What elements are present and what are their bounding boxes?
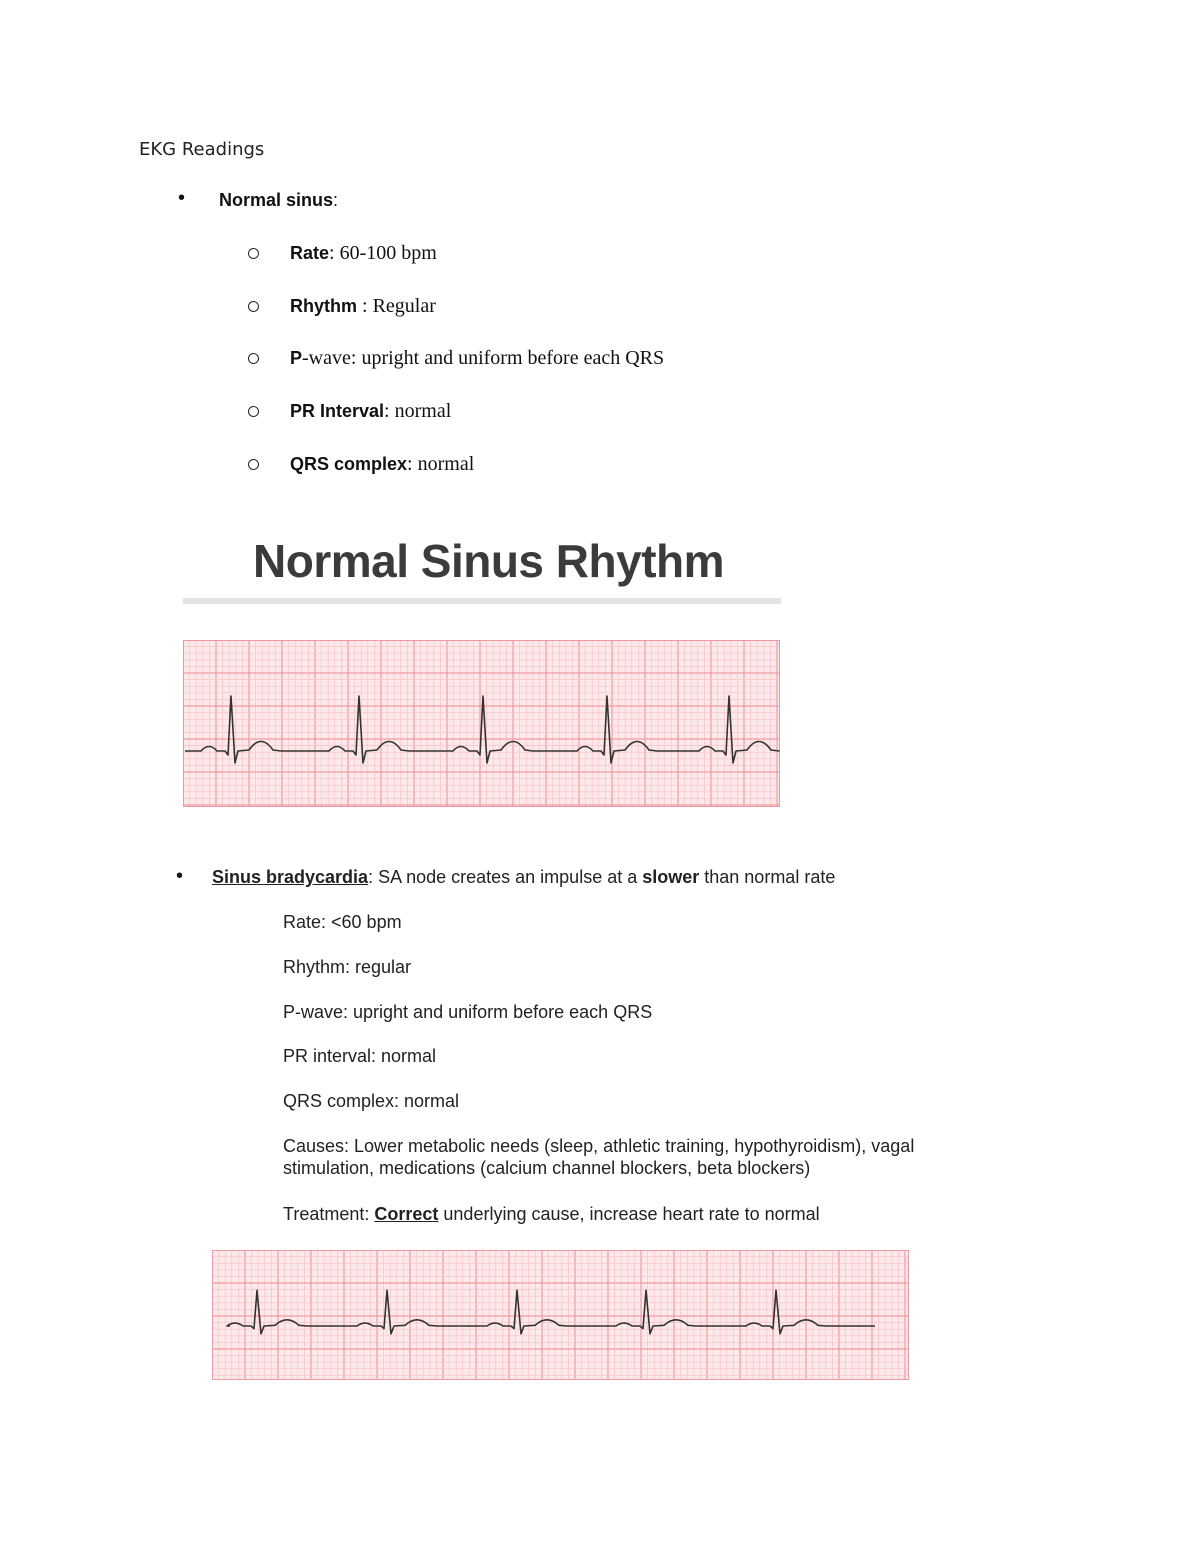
brady-ekg-strip [212, 1250, 909, 1380]
brady-treatment [283, 1204, 820, 1225]
circle-bullet-icon [248, 301, 259, 312]
item-value: 60-100 bpm [339, 242, 437, 264]
sinus-brady-heading-tail: than normal rate [699, 867, 836, 887]
item-sep: : [384, 400, 395, 422]
circle-bullet-icon [248, 459, 259, 470]
normal-sinus-heading [219, 190, 338, 211]
brady-pwave: P-wave: upright and uniform before each QRS [283, 1002, 653, 1022]
brady-rhythm: Rhythm: regular [283, 957, 412, 977]
brady-rate: Rate: <60 bpm [283, 912, 402, 932]
brady-treatment-prefix: Treatment: [283, 1204, 375, 1224]
item-label: Rhythm [290, 296, 357, 316]
document-title: EKG Readings [139, 139, 265, 160]
normal-sinus-heading-suffix: : [333, 190, 339, 210]
item-label: Rate [290, 243, 330, 263]
bullet-icon: • [176, 865, 184, 887]
item-sep: : [329, 242, 340, 264]
item-label: PR Interval [290, 401, 385, 421]
brady-qrs: QRS complex: normal [283, 1091, 460, 1111]
nsr-ekg-strip [183, 640, 780, 807]
nsr-image-divider [183, 598, 781, 604]
sinus-brady-heading-suffix: : SA node creates an impulse at a [368, 867, 643, 887]
item-value: normal [417, 453, 475, 475]
sinus-brady-heading [212, 867, 835, 888]
brady-pr-interval: PR interval: normal [283, 1046, 437, 1066]
sinus-brady-heading-label: Sinus bradycardia [212, 867, 369, 887]
brady-treatment-emph: Correct [374, 1204, 439, 1224]
brady-causes-line1: Causes: Lower metabolic needs (sleep, athletic training, hypothyroidism), vagal [283, 1136, 915, 1156]
item-sep: : [407, 453, 418, 475]
item-sep: -wave: [302, 347, 362, 369]
item-value: upright and uniform before each QRS [361, 347, 665, 369]
circle-bullet-icon [248, 353, 259, 364]
circle-bullet-icon [248, 248, 259, 259]
item-value: normal [394, 400, 452, 422]
bullet-icon: • [178, 187, 186, 209]
nsr-image-title: Normal Sinus Rhythm [253, 535, 725, 587]
brady-causes-line2: stimulation, medications (calcium channel blockers, beta blockers) [283, 1158, 811, 1178]
sinus-brady-emph: slower [642, 867, 700, 887]
brady-treatment-tail: underlying cause, increase heart rate to normal [438, 1204, 820, 1224]
normal-sinus-heading-label: Normal sinus [219, 190, 334, 210]
item-label: P [290, 348, 303, 368]
item-label: QRS complex [290, 454, 408, 474]
item-sep: : [357, 295, 373, 317]
circle-bullet-icon [248, 406, 259, 417]
item-value: Regular [372, 295, 436, 317]
